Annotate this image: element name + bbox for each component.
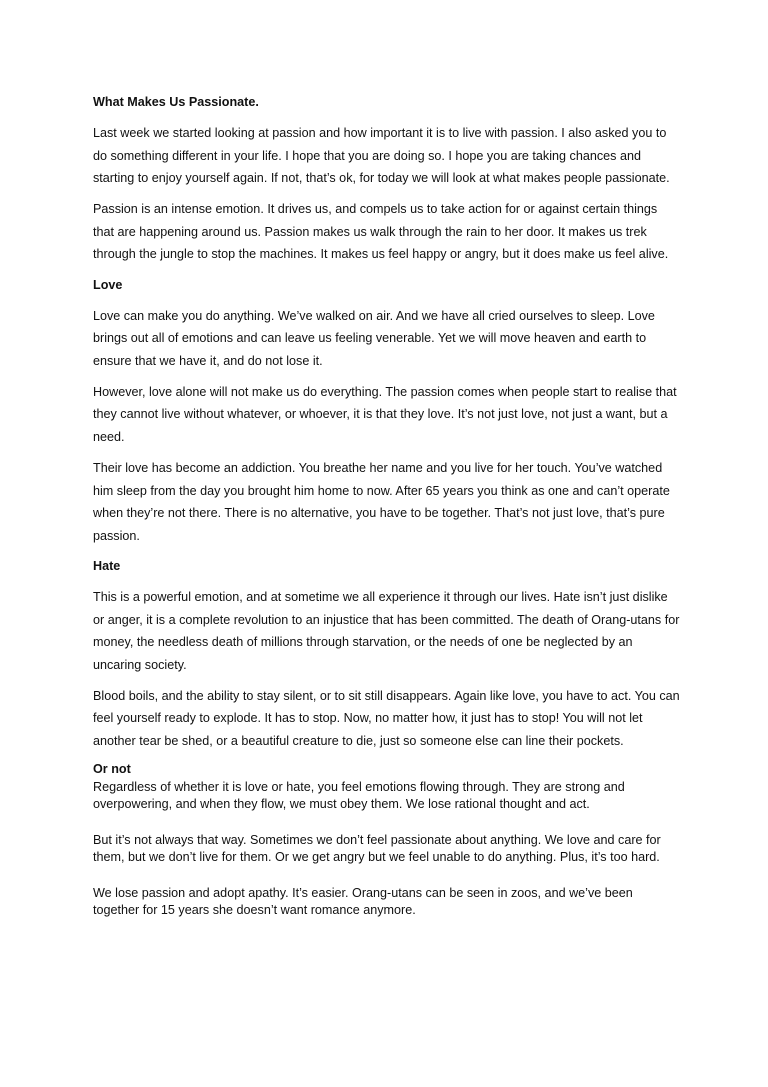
or-not-paragraph: But it’s not always that way. Sometimes we don’t feel passionate about anything. We love and care for them, but we don’t live for them. Or we get angry but we feel unable to do anything. Plus, it’s too hard. — [93, 832, 661, 865]
document-body — [93, 92, 681, 938]
love-paragraph: Their love has become an addiction. You breathe her name and you live for her touch. You’ve watched him sleep from the day you brought him home to now. After 65 years you think as one and can’t operate when they’re not there. There is no alternative, you have to be together. That’s not just love, that’s pure passion. — [93, 461, 670, 543]
love-paragraph: Love can make you do anything. We’ve walked on air. And we have all cried ourselves to sleep. Love brings out all of emotions and can leave us feeling venerable. Yet we will move heaven and earth to ensure that we have it, and do not lose it. — [93, 308, 655, 368]
intro-paragraph: Passion is an intense emotion. It drives us, and compels us to take action for or against certain things that are happening around us. Passion makes us walk through the rain to her door. It makes us trek through the jungle to stop the machines. It makes us feel happy or angry, but it does make us feel alive. — [93, 202, 669, 262]
section-heading-or-not: Or not — [93, 762, 131, 777]
intro-paragraph: Last week we started looking at passion and how important it is to live with passion. I also asked you to do something different in your life. I hope that you are doing so. I hope you are taking chances and starting to enjoy yourself again. If not, that’s ok, for today we will look at what makes people passionate. — [93, 126, 670, 186]
or-not-paragraph: We lose passion and adopt apathy. It’s easier. Orang-utans can be seen in zoos, and we’ve been together for 15 years she doesn’t want romance anymore. — [93, 885, 633, 918]
document-title: What Makes Us Passionate. — [93, 95, 259, 109]
love-paragraph: However, love alone will not make us do everything. The passion comes when people start to realise that they cannot live without whatever, or whoever, it is that they love. It’s not just love, not just a want, but a need. — [93, 384, 677, 445]
or-not-paragraph: Regardless of whether it is love or hate, you feel emotions flowing through. They are strong and overpowering, and when they flow, we must obey them. We lose rational thought and act. — [93, 779, 625, 812]
hate-paragraph: Blood boils, and the ability to stay silent, or to sit still disappears. Again like love, you have to act. You can feel yourself ready to explode. It has to stop. Now, no matter how, it just has to stop! You will not let another tear be shed, or a beautiful creature to die, just so someone else can line their pockets. — [93, 688, 680, 749]
hate-paragraph: This is a powerful emotion, and at sometime we all experience it through our lives. Hate isn’t just dislike or anger, it is a complete revolution to an injustice that has been committed. The death of Orang-utans for money, the needless death of millions through starvation, or the needs of one be neglected by an uncaring society. — [93, 590, 680, 672]
section-heading-hate: Hate — [93, 559, 121, 573]
section-heading-love: Love — [93, 277, 123, 292]
